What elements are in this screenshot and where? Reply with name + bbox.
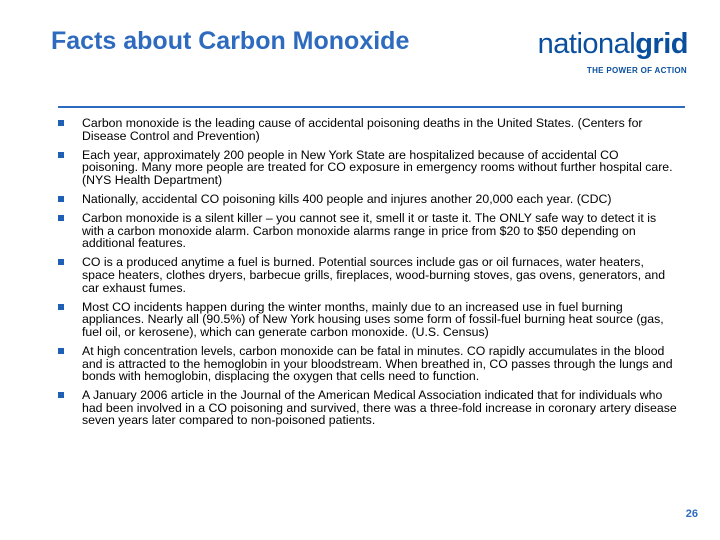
bullet-text: Carbon monoxide is the leading cause of accidental poisoning deaths in the United States. (Centers for Disease Control and Prevention) xyxy=(82,116,643,143)
logo-tagline: THE POWER OF ACTION xyxy=(586,66,687,75)
square-bullet-icon xyxy=(58,152,64,158)
title-divider xyxy=(58,106,685,108)
square-bullet-icon xyxy=(58,259,64,265)
logo-word-light: national xyxy=(537,28,636,60)
national-grid-logo xyxy=(538,26,688,86)
bullet-text: At high concentration levels, carbon monoxide can be fatal in minutes. CO rapidly accumulates in the blood and is attracted to the hemoglobin in your bloodstream. When breathed in, CO passes through the lungs and bonds with hemoglobin, displacing the oxygen that cells need to function. xyxy=(82,343,673,384)
square-bullet-icon xyxy=(58,392,64,398)
page-number: 26 xyxy=(685,508,698,520)
slide-title: Facts about Carbon Monoxide xyxy=(51,27,410,55)
bullet-item xyxy=(58,345,678,383)
square-bullet-icon xyxy=(58,304,64,310)
bullet-item xyxy=(58,149,678,187)
logo-wordmark xyxy=(538,26,688,62)
bullet-item xyxy=(58,117,678,142)
bullet-item xyxy=(58,301,678,339)
bullet-item xyxy=(58,256,678,294)
bullet-text: Most CO incidents happen during the winter months, mainly due to an increased use in fuel burning appliances. Nearly all (90.5%) of New York housing uses some form of fossil-fuel burning heat source (gas, fuel oil, or kerosene), which can generate carbon monoxide. (U.S. Census) xyxy=(82,299,664,339)
bullet-text: Each year, approximately 200 people in New York State are hospitalized because of accidental CO poisoning. Many more people are treated for CO exposure in emergency rooms without further hospital care. (NYS Health Department) xyxy=(82,147,673,187)
bullet-text: Carbon monoxide is a silent killer – you cannot see it, smell it or taste it. The ONLY safe way to detect it is with a carbon monoxide alarm. Carbon monoxide alarms range in price from $20 to $50 depending on additional features. xyxy=(82,211,657,251)
bullet-text: A January 2006 article in the Journal of the American Medical Association indicated that for individuals who had been involved in a CO poisoning and survived, there was a three-fold increase in coronary artery disease seven years later compared to non-poisoned patients. xyxy=(82,388,677,428)
bullet-list xyxy=(58,117,678,433)
square-bullet-icon xyxy=(58,348,64,354)
bullet-item xyxy=(58,193,678,206)
bullet-item xyxy=(58,389,678,427)
square-bullet-icon xyxy=(58,196,64,202)
bullet-item xyxy=(58,212,678,250)
logo-word-bold: grid xyxy=(635,28,688,60)
square-bullet-icon xyxy=(58,120,64,126)
square-bullet-icon xyxy=(58,215,64,221)
bullet-text: Nationally, accidental CO poisoning kills 400 people and injures another 20,000 each year. (CDC) xyxy=(82,191,612,206)
bullet-text: CO is a produced anytime a fuel is burned. Potential sources include gas or oil furnaces, water heaters, space heaters, clothes dryers, barbecue grills, fireplaces, wood-burning stoves, gas ovens, generators, and car exhaust fumes. xyxy=(82,255,666,295)
